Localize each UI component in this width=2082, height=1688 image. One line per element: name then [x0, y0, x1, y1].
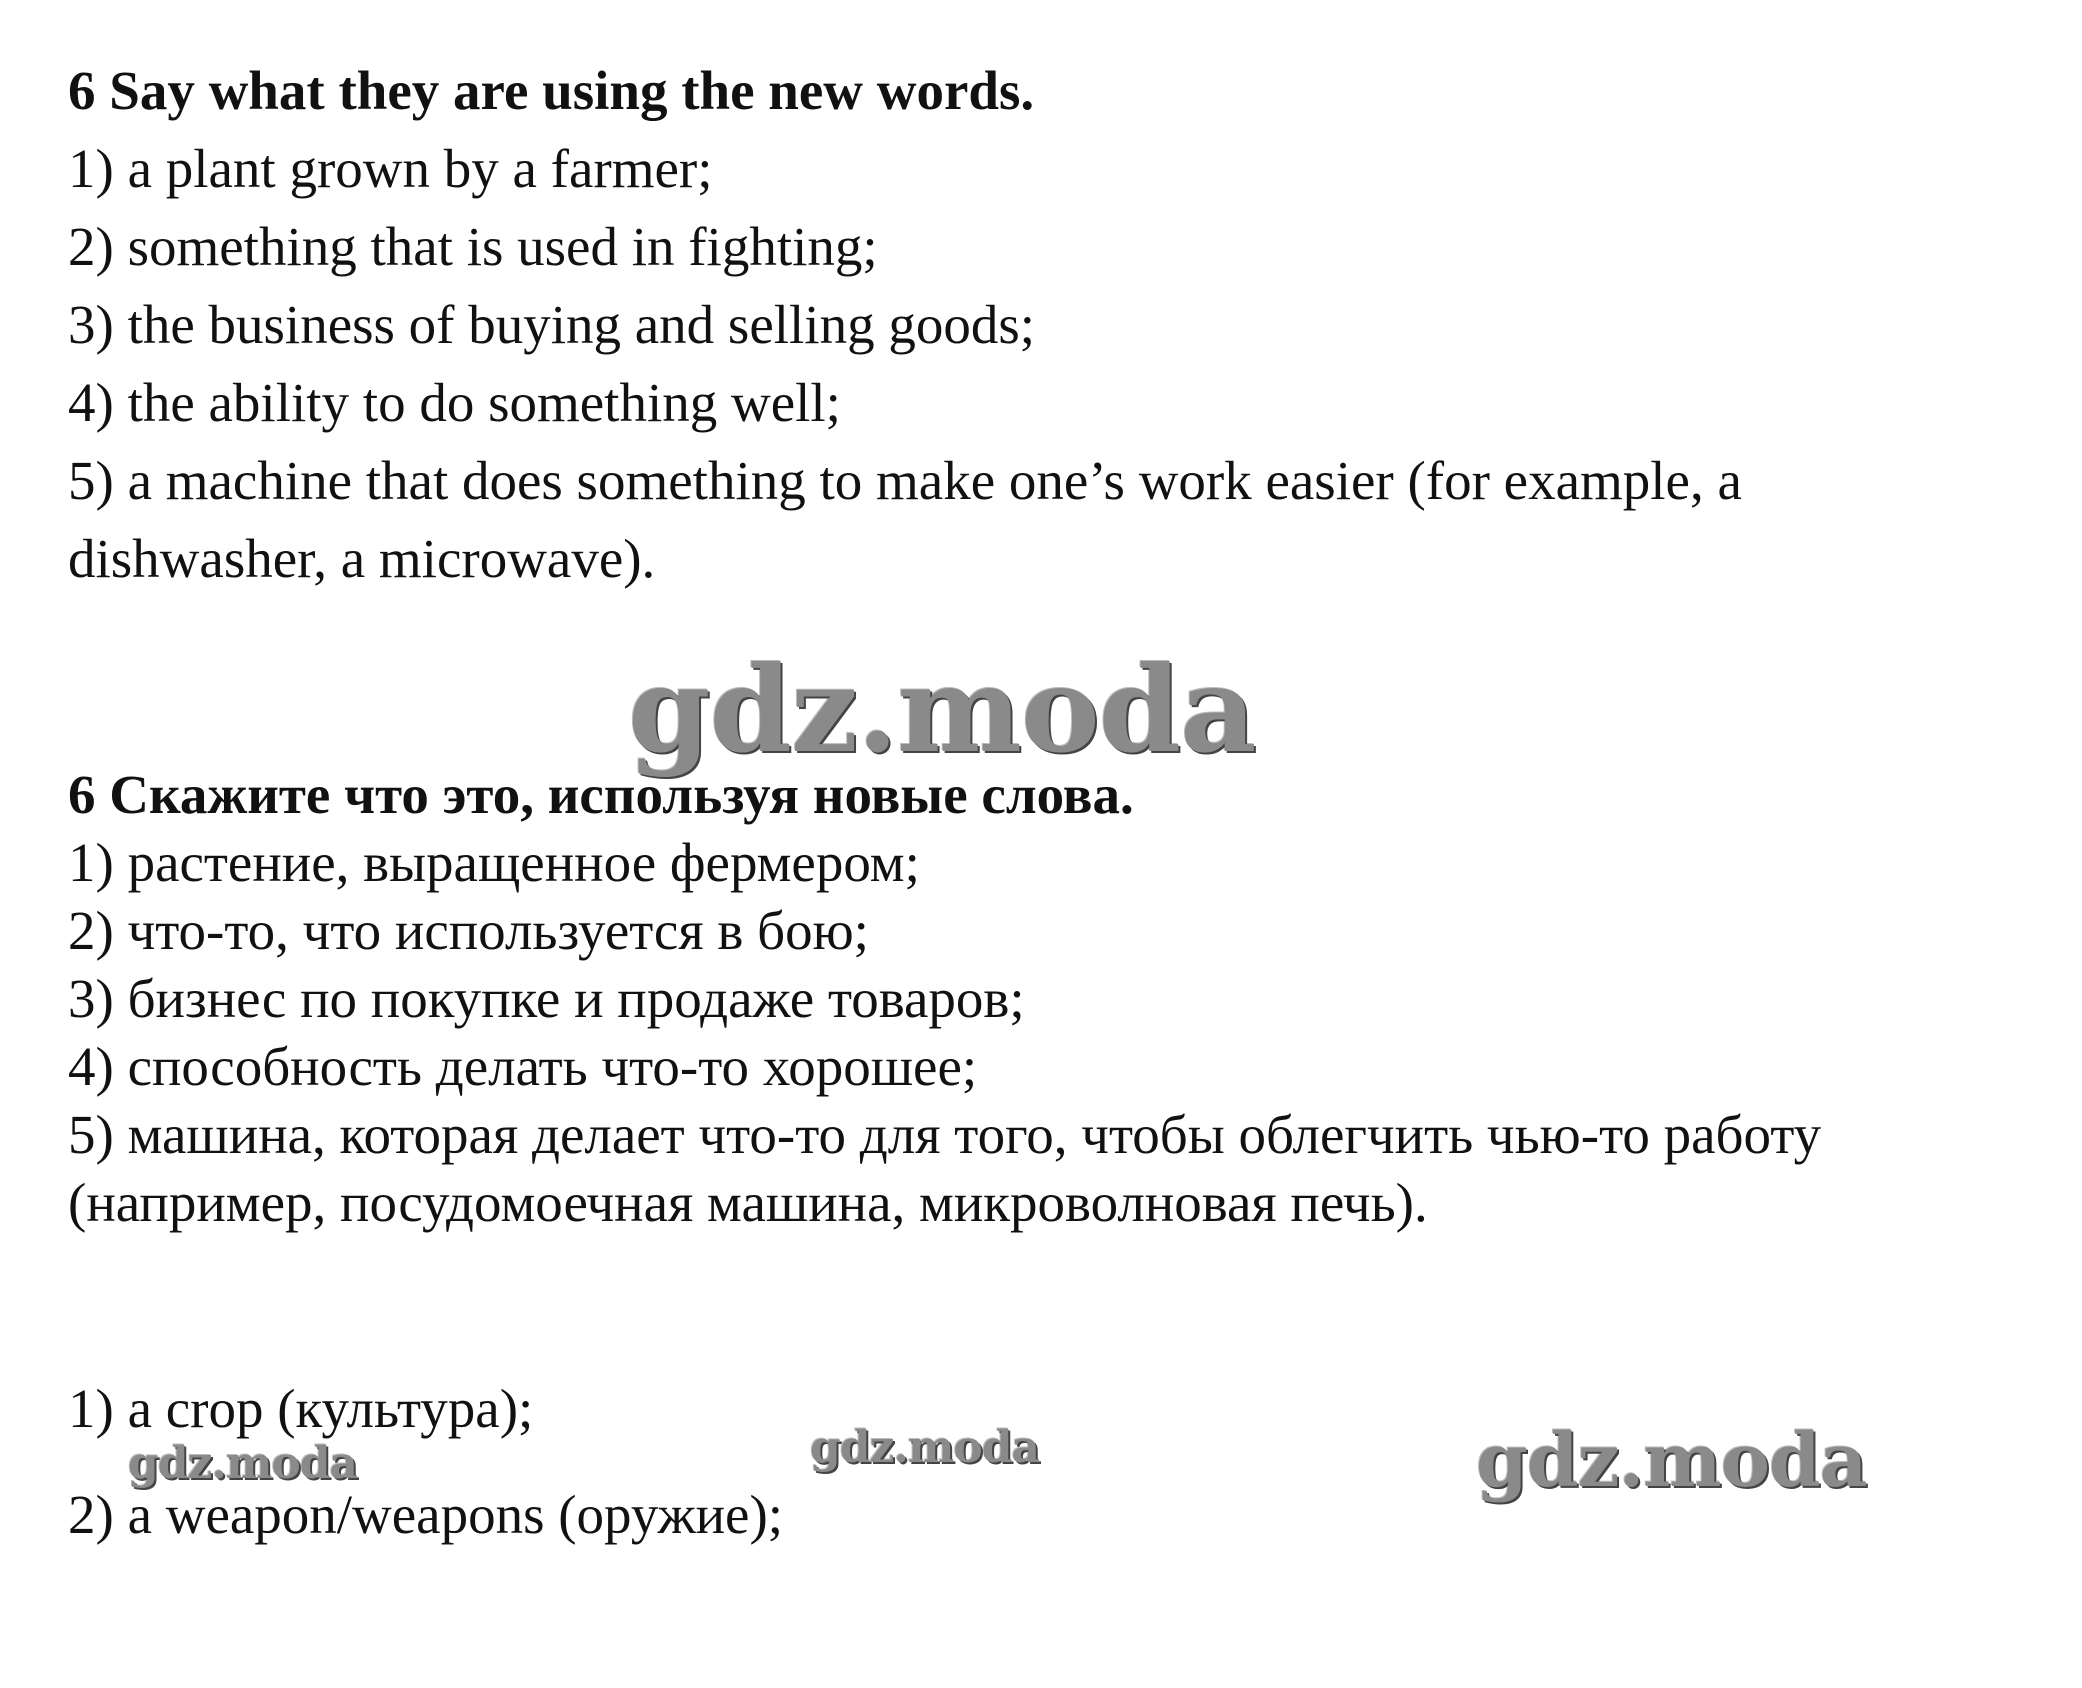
russian-item-2: 2) что-то, что используется в бою; — [68, 900, 869, 961]
watermark-logo-right: gdz.moda — [1476, 1418, 1867, 1504]
english-exercise — [68, 52, 2028, 598]
english-item-2: 2) something that is used in fighting; — [68, 216, 878, 277]
exercise-heading-russian: 6 Скажите что это, используя новые слова. — [68, 764, 1134, 825]
russian-item-3: 3) бизнес по покупке и продаже товаров; — [68, 968, 1025, 1029]
watermark-logo-small-center: gdz.moda — [810, 1422, 1040, 1473]
english-item-4: 4) the ability to do something well; — [68, 372, 841, 433]
english-item-1: 1) a plant grown by a farmer; — [68, 138, 713, 199]
watermark-logo-large: gdz.moda — [628, 640, 1256, 779]
watermark-logo-small-left: gdz.moda — [128, 1438, 358, 1489]
answer-2: 2) a weapon/weapons (оружие); — [68, 1484, 784, 1545]
russian-item-5: 5) машина, которая делает что-то для того, чтобы облегчить чью-то работу (например, посудомоечная машина, микроволновая печь). — [68, 1104, 1822, 1233]
russian-item-4: 4) способность делать что-то хорошее; — [68, 1036, 978, 1097]
english-item-3: 3) the business of buying and selling goods; — [68, 294, 1036, 355]
answer-1: 1) a crop (культура); — [68, 1378, 534, 1439]
english-item-5: 5) a machine that does something to make one’s work easier (for example, a dishwasher, a microwave). — [68, 450, 1742, 589]
russian-item-1: 1) растение, выращенное фермером; — [68, 832, 920, 893]
russian-exercise — [68, 761, 2028, 1237]
exercise-heading-english: 6 Say what they are using the new words. — [68, 60, 1035, 121]
